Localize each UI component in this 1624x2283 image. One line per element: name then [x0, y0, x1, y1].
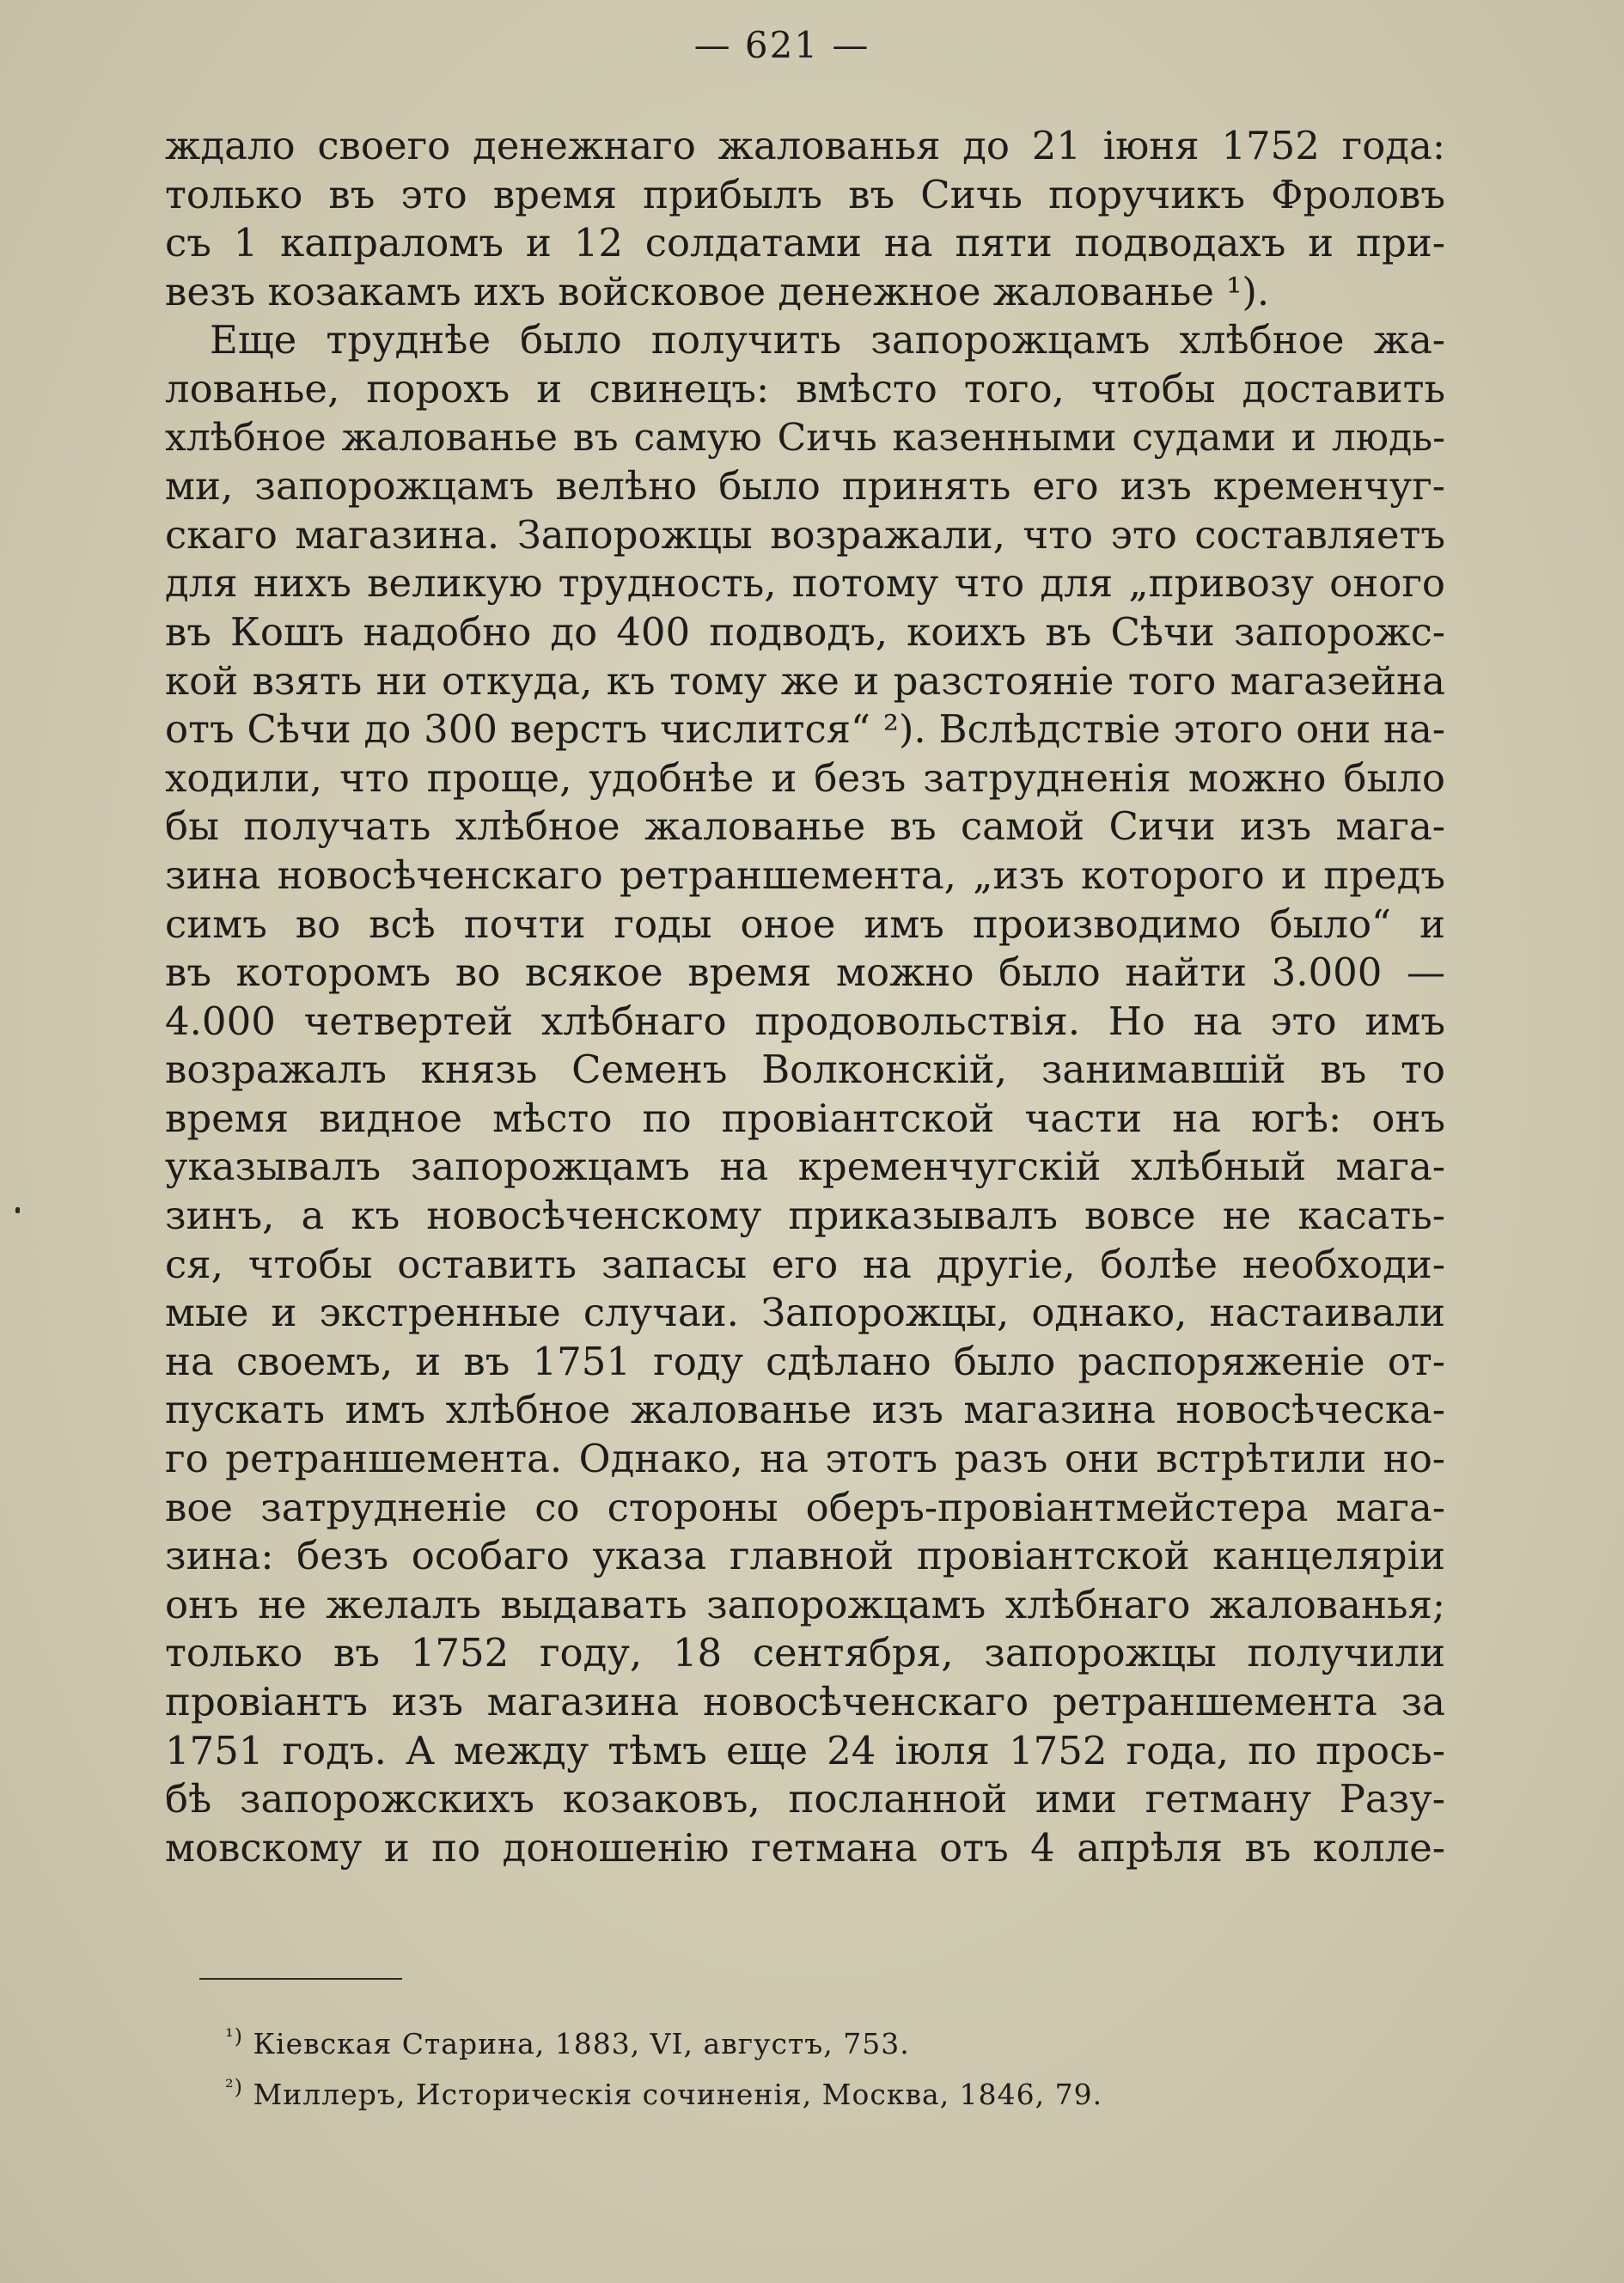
footnote-1-mark: ¹)	[225, 2024, 243, 2048]
text-line-13: отъ Сѣчи до 300 верстъ числится“ ²). Вслѣдствіе этого они на-	[165, 706, 1445, 753]
page-number: — 621 —	[693, 24, 870, 66]
text-line-29: вое затрудненіе со стороны оберъ-провіантмейстера мага-	[165, 1484, 1445, 1530]
text-line-35: бѣ запорожскихъ козаковъ, посланной ими гетману Разу-	[165, 1776, 1445, 1822]
footnote-2	[225, 2066, 1256, 2116]
text-line-7: хлѣбное жалованье въ самую Сичь казенными судами и людь-	[165, 415, 1445, 460]
text-line-10: для нихъ великую трудность, потому что для „привозу оного	[165, 560, 1445, 607]
text-line-2: только въ это время прибылъ въ Сичь поручикъ Фроловъ	[165, 171, 1445, 217]
text-line-11: въ Кошъ надобно до 400 подводъ, коихъ въ Сѣчи запорожс-	[165, 608, 1445, 655]
text-line-17: симъ во всѣ почти годы оное имъ производимо было“ и	[165, 900, 1445, 947]
text-line-5: Еще труднѣе было получить запорожцамъ хлѣбное жа-	[210, 317, 1445, 363]
text-line-36: мовскому и по доношенію гетмана отъ 4 апрѣля въ колле-	[165, 1824, 1445, 1871]
text-line-9: скаго магазина. Запорожцы возражали, что это составляетъ	[165, 511, 1445, 558]
text-line-32: только въ 1752 году, 18 сентября, запорожцы получили	[165, 1630, 1445, 1676]
text-line-15: бы получать хлѣбное жалованье въ самой Сичи изъ мага-	[165, 803, 1445, 850]
text-line-8: ми, запорожцамъ велѣно было принять его изъ кременчуг-	[165, 463, 1445, 510]
text-line-4: везъ козакамъ ихъ войсковое денежное жалованье ¹).	[165, 268, 1270, 314]
footnote-1	[225, 2015, 1256, 2066]
footnote-2-mark: ²)	[225, 2075, 243, 2099]
text-line-22: указывалъ запорожцамъ на кременчугскій хлѣбный мага-	[165, 1144, 1445, 1190]
margin-speck	[15, 1207, 20, 1213]
text-line-3: съ 1 капраломъ и 12 солдатами на пяти подводахъ и при-	[165, 220, 1445, 266]
footnote-1-text: Кіевская Старина, 1883, VI, августъ, 753.	[253, 2027, 910, 2060]
text-line-30: зина: безъ особаго указа главной провіантской канцеляріи	[165, 1533, 1445, 1579]
text-line-27: пускать имъ хлѣбное жалованье изъ магазина новосѣческа-	[165, 1387, 1445, 1433]
text-line-16: зина новосѣченскаго ретраншемента, „изъ которого и предъ	[165, 852, 1445, 898]
text-line-28: го ретраншемента. Однако, на этотъ разъ они встрѣтили но-	[165, 1436, 1445, 1482]
text-line-34: 1751 годъ. А между тѣмъ еще 24 іюля 1752 года, по прось-	[165, 1727, 1445, 1773]
body-text	[165, 122, 1445, 1872]
text-line-20: возражалъ князь Семенъ Волконскій, занимавшій въ то	[165, 1047, 1445, 1093]
text-line-26: на своемъ, и въ 1751 году сдѣлано было распоряженіе от-	[165, 1338, 1445, 1384]
text-line-14: ходили, что проще, удобнѣе и безъ затрудненія можно было	[165, 754, 1445, 801]
text-line-31: онъ не желалъ выдавать запорожцамъ хлѣбнаго жалованья;	[165, 1581, 1445, 1627]
text-line-25: мые и экстренные случаи. Запорожцы, однако, настаивали	[165, 1290, 1445, 1336]
text-line-12: кой взять ни откуда, къ тому же и разстояніе того магазейна	[165, 657, 1445, 704]
footnotes	[225, 2015, 1256, 2116]
text-line-21: время видное мѣсто по провіантской части на югѣ: онъ	[165, 1095, 1445, 1141]
footnote-separator	[199, 1978, 402, 1980]
text-line-23: зинъ, а къ новосѣченскому приказывалъ вовсе не касать-	[165, 1193, 1445, 1239]
text-line-24: ся, чтобы оставить запасы его на другіе, болѣе необходи-	[165, 1241, 1445, 1287]
text-line-19: 4.000 четвертей хлѣбнаго продовольствія. Но на это имъ	[165, 998, 1445, 1044]
text-line-33: провіантъ изъ магазина новосѣченскаго ретраншемента за	[165, 1679, 1445, 1724]
text-line-18: въ которомъ во всякое время можно было найти 3.000 —	[165, 949, 1445, 996]
footnote-2-text: Миллеръ, Историческія сочиненія, Москва, 1846, 79.	[253, 2078, 1103, 2111]
text-line-1: ждало своего денежнаго жалованья до 21 іюня 1752 года:	[165, 123, 1445, 168]
text-line-6: лованье, порохъ и свинецъ: вмѣсто того, чтобы доставить	[165, 365, 1445, 412]
